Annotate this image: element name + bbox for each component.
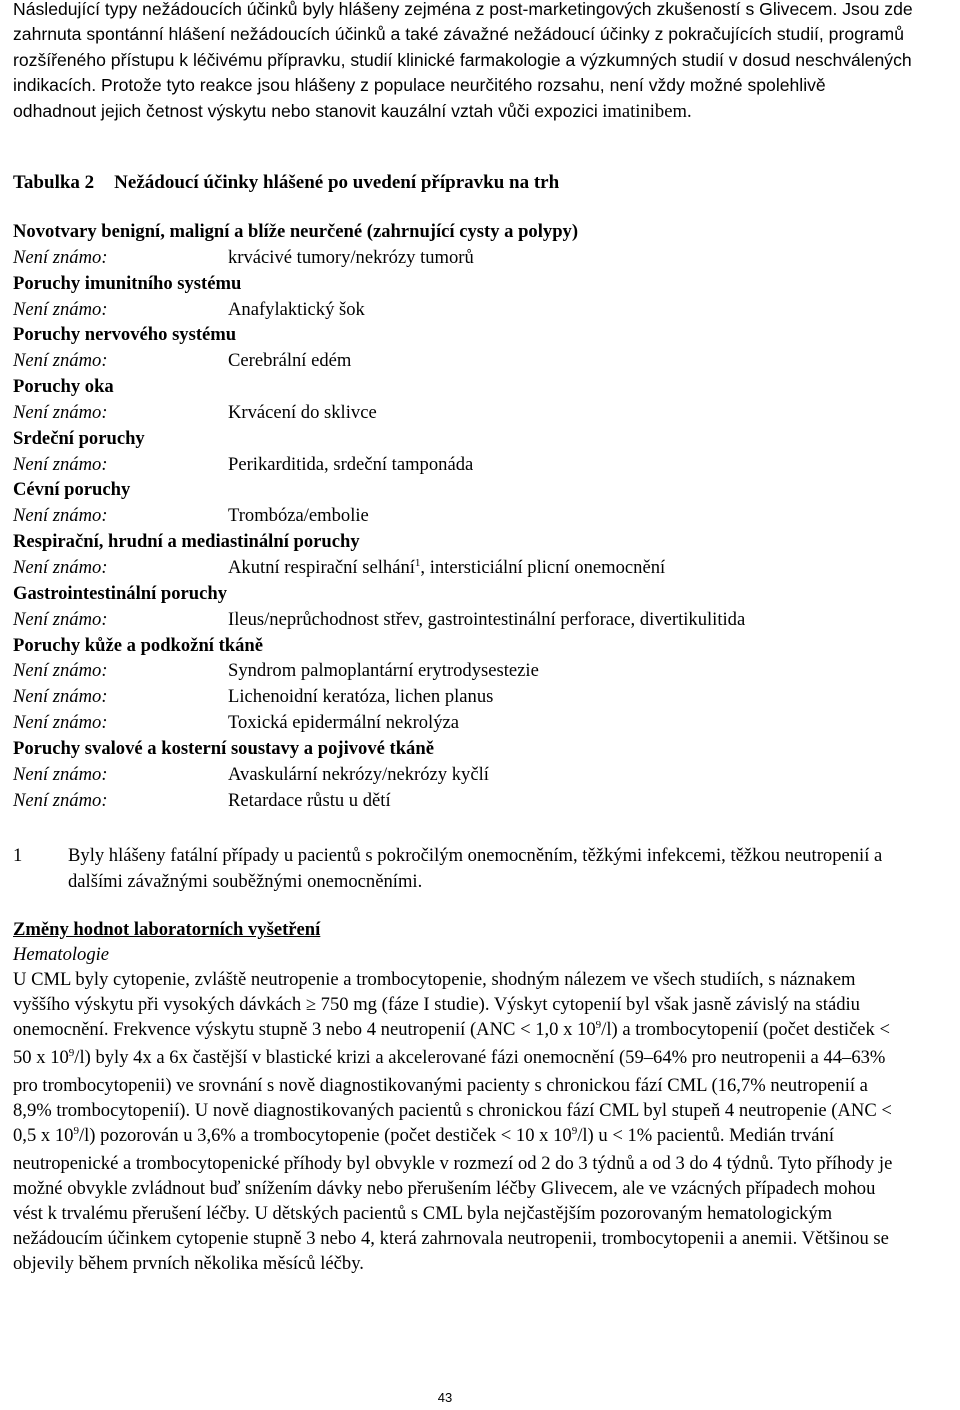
frequency-label: Není známo: [13, 505, 108, 527]
category-label: Poruchy oka [13, 376, 114, 398]
table-row [13, 658, 943, 684]
frequency-label: Není známo: [13, 246, 108, 268]
category-label: Poruchy svalové a kosterní soustavy a pojivové tkáně [13, 737, 434, 759]
table-row [13, 297, 943, 323]
reaction-label: Perikarditida, srdeční tamponáda [228, 453, 474, 475]
reaction-label: Syndrom palmoplantární erytrodysestezie [228, 660, 539, 682]
table-row [13, 788, 943, 814]
frequency-label: Není známo: [13, 401, 108, 423]
page-number: 43 [437, 1390, 453, 1405]
category-label: Srdeční poruchy [13, 427, 145, 449]
table-category-row [13, 529, 943, 555]
reaction-text [228, 684, 493, 710]
reaction-text [228, 400, 377, 426]
frequency-label: Není známo: [13, 763, 108, 785]
reaction-label: krvácivé tumory/nekrózy tumorů [228, 246, 474, 268]
table-category-row [13, 374, 943, 400]
intro-text: Následující typy nežádoucích účinků byly hlášeny zejména z post-marketingových zkušeností s Glivecem. Jsou zde zahrnuta spontánní hlášení nežádoucích účinků a také závažné nežádoucí účinky z pokračujících studií, programů rozšířeného přístupu k léčivému přípravku, studií klinické farmakologie a výzkumných studií v dosud neschválených indikacích. Protože tyto reakce jsou hlášeny z populace neurčitého rozsahu, není vždy možné spolehlivě odhadnout jejich četnost výskytu nebo stanovit kauzální vztah vůči expozici [13, 0, 913, 121]
reaction-label-continued: , intersticiální plicní onemocnění [420, 556, 666, 578]
footnote-text: Byly hlášeny fatální případy u pacientů s pokročilým onemocněním, těžkými infekcemi, těžkou neutropenií a dalšími závažnými souběžnými onemocněními. [68, 845, 883, 892]
table-category-row [13, 322, 943, 348]
table-category-row [13, 477, 943, 503]
table-category-row [13, 426, 943, 452]
reaction-text [228, 788, 391, 814]
reaction-label: Krvácení do sklivce [228, 401, 377, 423]
intro-paragraph [13, 0, 913, 124]
reaction-text [228, 348, 351, 374]
table-row [13, 245, 943, 271]
reaction-text [228, 245, 474, 271]
table-row [13, 684, 943, 710]
table-row [13, 503, 943, 529]
category-label: Respirační, hrudní a mediastinální poruchy [13, 531, 360, 553]
category-label: Poruchy imunitního systému [13, 272, 242, 294]
table-category-row [13, 271, 943, 297]
reaction-label: Trombóza/embolie [228, 505, 369, 527]
table-row [13, 710, 943, 736]
footnote [13, 843, 913, 895]
category-label: Gastrointestinální poruchy [13, 582, 228, 604]
category-label: Poruchy nervového systému [13, 324, 237, 346]
footnote-number: 1 [13, 845, 23, 866]
reaction-text [228, 607, 745, 633]
adverse-reactions-table [13, 219, 943, 813]
lab-text-segment: /l) u < 1% pacientů. Medián trvání neutropenické a trombocytopenické příhody byl obvykle v rozmezí od 2 do 3 týdnů a od 3 do 4 týdnů. Tyto příhody je možné obvykle zvládnout buď snížením dávky nebo přerušením léčby Glivecem, ale ve vzácných případech mohou vést k trvalému přerušení léčby. U dětských pacientů s CML byla nejčastějším pozorovaným hematologickým nežádoucím účinkem cytopenie stupně 3 nebo 4, která zahrnovala neutropenii, trombocytopenii a anemii. Většinou se objevily během prvních několika měsíců léčby. [13, 1125, 893, 1274]
footnote-marker: 1 [414, 556, 421, 569]
table-row [13, 555, 943, 581]
table-row [13, 607, 943, 633]
category-label: Novotvary benigní, maligní a blíže neurčené (zahrnující cysty a polypy) [13, 221, 579, 242]
reaction-label: Cerebrální edém [228, 350, 352, 372]
reaction-text [228, 297, 365, 323]
reaction-text [228, 658, 539, 684]
reaction-label: Avaskulární nekrózy/nekrózy kyčlí [228, 763, 489, 785]
frequency-label: Není známo: [13, 556, 108, 578]
reaction-text [228, 503, 369, 529]
lab-heading: Změny hodnot laboratorních vyšetření [13, 919, 321, 940]
reaction-label: Anafylaktický šok [228, 298, 365, 320]
table-title: Nežádoucí účinky hlášené po uvedení přípravku na trh [114, 172, 560, 193]
table-category-row [13, 219, 943, 245]
exponent: 9 [595, 1019, 602, 1031]
frequency-label: Není známo: [13, 660, 108, 682]
exponent: 9 [571, 1125, 578, 1137]
exponent: 9 [73, 1125, 79, 1137]
reaction-text [228, 762, 489, 788]
table-caption [13, 170, 559, 196]
frequency-label: Není známo: [13, 712, 108, 734]
reaction-text [228, 555, 665, 584]
reaction-text [228, 710, 459, 736]
reaction-label: Akutní respirační selhání [228, 556, 415, 578]
lab-text-segment: U CML byly cytopenie, zvláště neutropenie a trombocytopenie, shodným nálezem ve všech studiích, s náznakem vyššího výskytu při vysokých dávkách ≥ 750 mg (fáze I studie). Výskyt cytopenií byl však jasně závislý na stádiu onemocnění. Frekvence výskytu stupně 3 nebo 4 neutropenií (ANC < 1,0 x 10 [13, 969, 860, 1040]
category-label: Cévní poruchy [13, 479, 131, 501]
frequency-label: Není známo: [13, 608, 108, 630]
lab-subheading: Hematologie [13, 944, 110, 965]
lab-paragraph [13, 967, 903, 1276]
frequency-label: Není známo: [13, 453, 108, 475]
frequency-label: Není známo: [13, 298, 108, 320]
reaction-text [228, 452, 473, 478]
frequency-label: Není známo: [13, 686, 108, 708]
reaction-label: Ileus/neprůchodnost střev, gastrointestinální perforace, divertikulitida [228, 608, 746, 630]
reaction-label: Toxická epidermální nekrolýza [228, 712, 460, 734]
lab-text-segment: /l) byly 4x a 6x častější v blastické krizi a akcelerované fázi onemocnění (59–64% pro neutropenii a 44–63% pro trombocytopenii) ve srovnání s nově diagnostikovanými pacienty s chronickou fází CML (16,7% neutropenií a 8,9% trombocytopenií). U nově diagnostikovaných pacientů s chronickou fází CML byl stupeň 4 neutropenie (ANC < 0,5 x 10 [13, 1047, 892, 1146]
table-row [13, 762, 943, 788]
reaction-label: Retardace růstu u dětí [228, 789, 391, 811]
lab-text-segment: /l) pozorován u 3,6% a trombocytopenie (počet destiček < 10 x 10 [78, 1125, 572, 1146]
frequency-label: Není známo: [13, 350, 108, 372]
table-row [13, 452, 943, 478]
exponent: 9 [68, 1047, 75, 1059]
lab-section [13, 917, 903, 1276]
intro-text-end: imatinibem. [602, 100, 692, 122]
table-row [13, 348, 943, 374]
reaction-label: Lichenoidní keratóza, lichen planus [228, 686, 494, 708]
table-category-row [13, 736, 943, 762]
table-number: Tabulka 2 [13, 172, 95, 193]
table-category-row [13, 581, 943, 607]
table-category-row [13, 633, 943, 659]
table-row [13, 400, 943, 426]
lab-text-segment: /l) a trombocytopenií (počet destiček < 50 x 10 [13, 1019, 890, 1068]
frequency-label: Není známo: [13, 789, 108, 811]
category-label: Poruchy kůže a podkožní tkáně [13, 634, 264, 656]
